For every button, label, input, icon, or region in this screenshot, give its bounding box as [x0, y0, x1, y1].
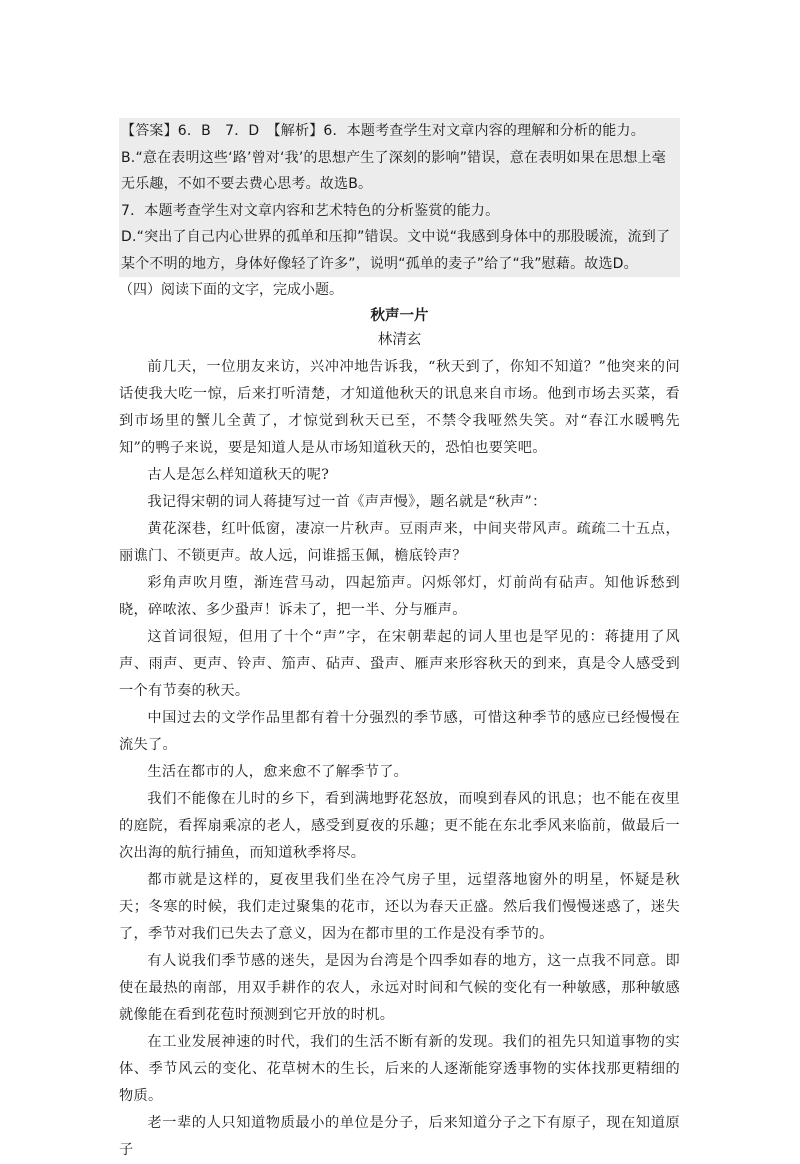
paragraph: 生活在都市的人，愈来愈不了解季节了。 — [147, 764, 409, 780]
answer-explanation — [119, 118, 680, 277]
paragraph: 在工业发展神速的时代，我们的生活不断有新的发现。我们的祖先只知道事物的实体、季节风云的变化、花草树木的生长，后来的人逐渐能穿透事物的实体找那更精细的物质。 — [119, 1034, 680, 1104]
article-author: 林清玄 — [377, 332, 422, 348]
answer-line: D.“突出了自己内心世界的孤单和压抑”错误。文中说“我感到身体中的那股暖流，流到了某个不明的地方，身体好像轻了许多”，说明“孤单的麦子”给了“我”慰藉。故选D。 — [121, 229, 671, 272]
article-title: 秋声一片 — [370, 307, 429, 324]
paragraph: 我记得宋朝的词人蒋捷写过一首《声声慢》，题名就是“秋声”： — [147, 494, 547, 510]
paragraph: 黄花深巷，红叶低窗，凄凉一片秋声。豆雨声来，中间夹带风声。疏疏二十五点，丽谯门、不锁更声。故人远，问谁摇玉佩，檐底铃声？ — [119, 521, 680, 564]
paragraph: 我们不能像在儿时的乡下，看到满地野花怒放，而嗅到春风的讯息；也不能在夜里的庭院，看挥扇乘凉的老人，感受到夏夜的乐趣；更不能在东北季风来临前，做最后一次出海的航行捕鱼，而知道秋季将尽。 — [119, 791, 680, 861]
answer-line: 【答案】6．B 7．D 【解析】6．本题考查学生对文章内容的理解和分析的能力。 — [121, 123, 645, 139]
paragraph: 有人说我们季节感的迷失，是因为台湾是个四季如春的地方，这一点我不同意。即使在最热的南部，用双手耕作的农人，永远对时间和气候的变化有一种敏感，那种敏感就像能在看到花苞时预测到它开放的时机。 — [119, 953, 680, 1023]
paragraph: 这首词很短，但用了十个“声”字，在宋朝辈起的词人里也是罕见的：蒋捷用了风声、雨声、更声、铃声、笳声、砧声、蛩声、雁声来形容秋天的到来，真是令人感受到一个有节奏的秋天。 — [119, 629, 680, 699]
answer-line: B.“意在表明这些‘路’曾对‘我’的思想产生了深刻的影响”错误，意在表明如果在思想上毫无乐趣，不如不要去费心思考。故选B。 — [121, 149, 666, 192]
paragraph: 都市就是这样的，夏夜里我们坐在冷气房子里，远望落地窗外的明星，怀疑是秋天；冬寒的时候，我们走过聚集的花市，还以为春天正盛。然后我们慢慢迷惑了，迷失了，季节对我们已失去了意义，因为在都市里的工作是没有季节的。 — [119, 872, 680, 942]
answer-line: 7．本题考查学生对文章内容和艺术特色的分析鉴赏的能力。 — [121, 202, 500, 219]
paragraph: 彩角声吹月堕，渐连营马动，四起笳声。闪烁邻灯，灯前尚有砧声。知他诉愁到晓，碎哝浓、多少蛩声！诉未了，把一半、分与雁声。 — [119, 575, 680, 618]
paragraph: 中国过去的文学作品里都有着十分强烈的季节感，可惜这种季节的感应已经慢慢在流失了。 — [119, 710, 680, 753]
paragraph: 老一辈的人只知道物质最小的单位是分子，后来知道分子之下有原子，现在知道原子 — [119, 1115, 680, 1158]
paragraph: 前几天，一位朋友来访，兴冲冲地告诉我，“秋天到了，你知不知道？”他突来的问话使我大吃一惊，后来打听清楚，才知道他秋天的讯息来自市场。他到市场去买菜，看到市场里的蟹儿全黄了，才惊觉到秋天已至，不禁令我哑然失笑。对“春江水暖鸭先知”的鸭子来说，要是知道人是从市场知道秋天的，恐怕也要笑吧。 — [119, 359, 680, 456]
section-heading: （四）阅读下面的文字，完成小题。 — [119, 282, 343, 298]
paragraph: 古人是怎么样知道秋天的呢? — [147, 467, 330, 483]
reading-passage — [119, 278, 680, 1164]
